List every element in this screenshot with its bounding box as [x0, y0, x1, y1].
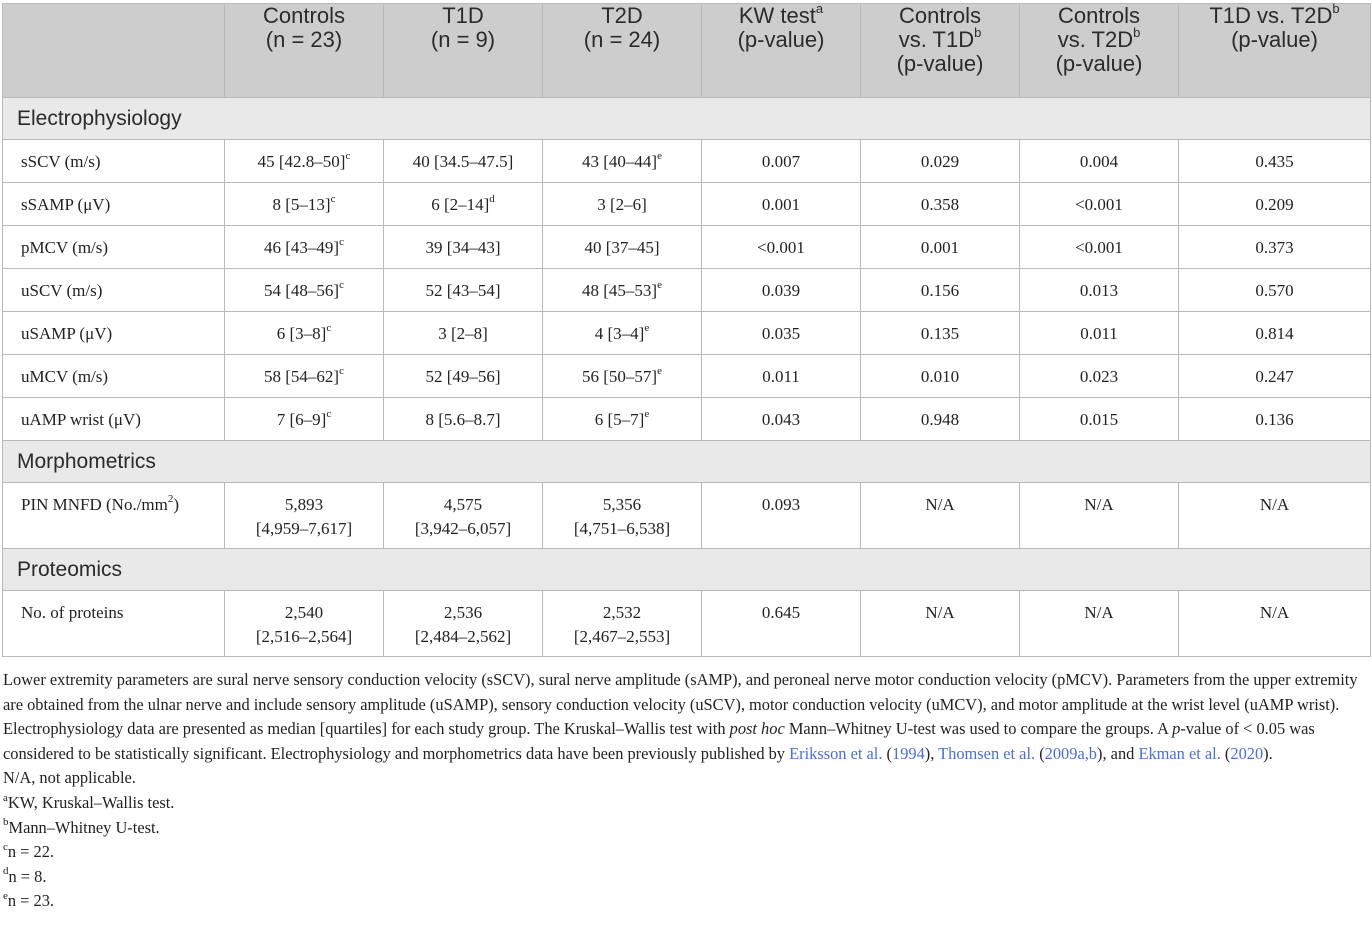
- cell-value: 4 $[3-4]^e$: [594, 322, 650, 343]
- table-cell: [543, 483, 702, 549]
- cell-value: 5,893: [284, 495, 324, 514]
- column-header-line: [543, 28, 701, 52]
- row-label-text: No. of proteins: [21, 603, 124, 622]
- footnote-a: $^a$KW, Kruskal–Wallis test.: [3, 791, 175, 812]
- cell-value: 0.001: [920, 238, 960, 257]
- cell-value: 8 $[5-13]^c$: [272, 193, 336, 214]
- table-cell: [543, 591, 702, 657]
- table-cell: [543, 226, 702, 269]
- cell-value: 48 $[45-53]^e$: [582, 279, 662, 300]
- cell-value: 7 $[6-9]^c$: [276, 408, 332, 429]
- cell-value: 0.011: [1080, 324, 1118, 343]
- section-title: Electrophysiology: [3, 98, 1371, 140]
- cell-value: 3 [2–8]: [438, 324, 488, 343]
- footnote-marker: c: [326, 408, 332, 421]
- table-cell: [225, 269, 384, 312]
- cell-value: 54 $[48-56]^c$: [264, 279, 344, 300]
- column-header-text: (p-value): [1055, 51, 1143, 76]
- table-row: [3, 226, 1371, 269]
- reference-link-ekman[interactable]: Ekman et al.: [1138, 743, 1221, 763]
- table-cell: [702, 591, 861, 657]
- table-cell: [1020, 269, 1179, 312]
- cell-value: 0.039: [761, 281, 801, 300]
- table-cell: [1179, 269, 1371, 312]
- table-cell: [384, 483, 543, 549]
- reference-year-link-1994[interactable]: 1994: [892, 743, 925, 763]
- column-header-line: [702, 28, 860, 52]
- footnote-marker: e: [657, 150, 662, 163]
- column-header-1: [225, 4, 384, 98]
- cell-value: 0.093: [761, 495, 801, 514]
- table-cell: [1020, 312, 1179, 355]
- column-header-text: (n = 9): [430, 27, 496, 52]
- table-cell: [384, 355, 543, 398]
- footnote-marker: c: [330, 193, 336, 206]
- table-cell: [1020, 355, 1179, 398]
- column-header-text: (n = 23): [265, 27, 343, 52]
- row-label: [3, 355, 225, 398]
- section-title: Proteomics: [3, 549, 1371, 591]
- section-row: [3, 98, 1371, 140]
- table-cell: [225, 312, 384, 355]
- column-header-7: [1179, 0, 1371, 98]
- table-cell: [543, 269, 702, 312]
- table-cell: [861, 355, 1020, 398]
- cell-value: 0.035: [761, 324, 801, 343]
- column-header-5: [861, 4, 1020, 98]
- table-cell: [384, 312, 543, 355]
- row-label-text: sSAMP (μV): [21, 195, 111, 214]
- table-cell: [1020, 398, 1179, 441]
- cell-value: 0.373: [1255, 238, 1294, 257]
- cell-value: N/A: [1084, 495, 1114, 514]
- table-cell: [702, 226, 861, 269]
- cell-value: 6 $[2-14]^d$: [431, 193, 495, 214]
- cell-value: [4,959–7,617]: [255, 519, 353, 538]
- row-label: [3, 312, 225, 355]
- table-footnotes: [3, 668, 1367, 914]
- cell-value: 2,532: [602, 603, 642, 622]
- cell-value: 52 [49–56]: [425, 367, 501, 386]
- footnote-marker: c: [345, 150, 351, 163]
- table-cell: [543, 312, 702, 355]
- table-cell: [384, 398, 543, 441]
- table-row: [3, 312, 1371, 355]
- cell-value: 6 $[5-7]^e$: [594, 408, 650, 429]
- column-header-text: T1D: [442, 3, 484, 28]
- table-cell: [1179, 226, 1371, 269]
- cell-value: 39 [34–43]: [425, 238, 501, 257]
- column-header-text: (p-value): [1231, 27, 1318, 52]
- row-label: [3, 398, 225, 441]
- column-header-6: [1020, 4, 1179, 98]
- footnote-marker: c: [339, 365, 344, 378]
- cell-value: 0.135: [920, 324, 960, 343]
- table-cell: [543, 398, 702, 441]
- footnote-marker: c: [339, 236, 344, 249]
- row-label: [3, 140, 225, 183]
- column-header-text: KW test: [738, 3, 816, 28]
- cell-value: 0.011: [762, 367, 800, 386]
- table-cell: [702, 398, 861, 441]
- section-row: [3, 441, 1371, 483]
- row-label-end: ): [173, 495, 180, 514]
- cell-value: <0.001: [1075, 195, 1123, 214]
- reference-year-link-2009[interactable]: 2009a,b: [1044, 743, 1098, 763]
- row-label-text: uSCV (m/s): [21, 281, 103, 300]
- footnote-marker: e: [644, 322, 650, 335]
- table-cell: [1179, 183, 1371, 226]
- footnote-na: N/A, not applicable.: [3, 768, 136, 788]
- table-cell: [1179, 398, 1371, 441]
- column-header-text: (p-value): [737, 27, 825, 52]
- table-cell: [702, 355, 861, 398]
- column-header-line: [702, 0, 860, 28]
- table-cell: [384, 269, 543, 312]
- cell-value: 40 [34.5–47.5]: [412, 152, 514, 171]
- cell-value: 45 $[42.8-50]^c$: [257, 150, 351, 171]
- row-label: [3, 483, 225, 549]
- table-cell: [1179, 483, 1371, 549]
- row-label-text: uSAMP (μV): [21, 324, 113, 343]
- row-label: [3, 269, 225, 312]
- table-cell: [861, 483, 1020, 549]
- cell-value: 2,540: [284, 603, 324, 622]
- table-cell: [384, 140, 543, 183]
- footnote-marker: d: [489, 193, 495, 206]
- table-cell: [543, 355, 702, 398]
- cell-value: 40 [37–45]: [584, 238, 660, 257]
- column-header-0: [3, 4, 225, 98]
- table-cell: [861, 140, 1020, 183]
- cell-value: [2,484–2,562]: [414, 627, 512, 646]
- row-label: [3, 183, 225, 226]
- table-cell: [1020, 591, 1179, 657]
- table-cell: [543, 183, 702, 226]
- table-cell: [702, 140, 861, 183]
- cell-value: N/A: [925, 603, 955, 622]
- footnote-b: $^b$Mann–Whitney U-test.: [3, 816, 160, 837]
- table-cell: [702, 312, 861, 355]
- row-label-text: sSCV (m/s): [21, 152, 101, 171]
- table-row: [3, 591, 1371, 657]
- cell-value: 0.435: [1255, 152, 1294, 171]
- footnote-marker: c: [339, 279, 344, 292]
- cell-value: 0.645: [761, 603, 801, 622]
- table-cell: [1179, 355, 1371, 398]
- cell-value: 5,356: [602, 495, 642, 514]
- row-label-text: uMCV (m/s): [21, 367, 109, 386]
- table-cell: [1179, 140, 1371, 183]
- column-header-text: Controls: [899, 3, 981, 28]
- table-cell: [861, 269, 1020, 312]
- table-cell: [225, 226, 384, 269]
- cell-value: 4,575: [443, 495, 483, 514]
- table-cell: [384, 183, 543, 226]
- table-row: [3, 269, 1371, 312]
- table-header: [3, 0, 1371, 98]
- footnote-marker: b: [1133, 24, 1141, 40]
- table-cell: [384, 591, 543, 657]
- cell-value: 0.570: [1255, 281, 1294, 300]
- column-header-line: [1020, 24, 1178, 52]
- cell-value: 56 $[50-57]^e$: [582, 365, 662, 386]
- table-cell: [225, 483, 384, 549]
- table-cell: [1020, 226, 1179, 269]
- table-cell: [861, 591, 1020, 657]
- table-cell: [225, 398, 384, 441]
- row-label-text: pMCV (m/s): [21, 238, 109, 257]
- column-header-line: [225, 4, 383, 28]
- superscript: 2: [167, 493, 174, 506]
- cell-value: N/A: [925, 495, 955, 514]
- column-header-2: [384, 4, 543, 98]
- footnote-marker: e: [657, 279, 662, 292]
- results-table: [2, 0, 1371, 657]
- cell-value: 0.136: [1255, 410, 1294, 429]
- table-cell: [861, 312, 1020, 355]
- column-header-line: [1179, 0, 1370, 28]
- table-cell: [225, 140, 384, 183]
- cell-value: 2,536: [443, 603, 483, 622]
- table-cell: [1020, 483, 1179, 549]
- cell-value: 0.247: [1255, 367, 1294, 386]
- section-row: [3, 549, 1371, 591]
- footnote-e: $^e$n = 23.: [3, 889, 55, 911]
- table-cell: [543, 140, 702, 183]
- cell-value: 3 [2–6]: [597, 195, 647, 214]
- table-cell: [861, 183, 1020, 226]
- column-header-line: [861, 4, 1019, 28]
- table-cell: [225, 591, 384, 657]
- cell-value: 0.015: [1079, 410, 1119, 429]
- cell-value: 6 $[3-8]^c$: [276, 322, 332, 343]
- table-row: [3, 398, 1371, 441]
- table-row: [3, 140, 1371, 183]
- cell-value: 43 $[40-44]^e$: [582, 150, 662, 171]
- table-cell: [1179, 312, 1371, 355]
- column-header-text: vs. T2D: [1057, 27, 1134, 52]
- cell-value: [3,942–6,057]: [414, 519, 512, 538]
- footnote-marker: b: [1332, 0, 1340, 16]
- cell-value: 0.001: [761, 195, 801, 214]
- cell-value: 0.010: [920, 367, 960, 386]
- table-cell: [1020, 183, 1179, 226]
- column-header-line: [225, 28, 383, 52]
- table-row: [3, 483, 1371, 549]
- column-header-3: [543, 4, 702, 98]
- cell-value: 0.007: [761, 152, 801, 171]
- cell-value: <0.001: [757, 238, 805, 257]
- table-cell: [861, 398, 1020, 441]
- cell-value: 8 [5.6–8.7]: [425, 410, 501, 429]
- table-body: [3, 98, 1371, 657]
- reference-link-thomsen[interactable]: Thomsen et al.: [938, 743, 1036, 763]
- column-header-line: [384, 28, 542, 52]
- row-label-text: uAMP wrist (μV): [21, 410, 141, 429]
- column-header-text: T1D vs. T2D: [1209, 3, 1333, 28]
- cell-value: 58 $[54-62]^c$: [264, 365, 344, 386]
- column-header-line: [384, 4, 542, 28]
- table-row: [3, 355, 1371, 398]
- column-header-line: [861, 24, 1019, 52]
- column-header-4: [702, 0, 861, 98]
- cell-value: 0.814: [1255, 324, 1294, 343]
- row-label: [3, 591, 225, 657]
- cell-value: [4,751–6,538]: [573, 519, 671, 538]
- column-header-line: [1020, 4, 1178, 28]
- footnote-marker: e: [657, 365, 662, 378]
- cell-value: 0.358: [920, 195, 960, 214]
- cell-value: N/A: [1084, 603, 1114, 622]
- row-label-text: PIN MNFD (No./mm: [21, 495, 168, 514]
- column-header-line: [1179, 28, 1370, 52]
- column-header-text: Controls: [263, 3, 345, 28]
- column-header-line: [543, 4, 701, 28]
- cell-value: 0.948: [920, 410, 960, 429]
- table-row: [3, 183, 1371, 226]
- footnote-marker: a: [815, 0, 824, 16]
- column-header-text: vs. T1D: [898, 27, 975, 52]
- reference-year-link-2020[interactable]: 2020: [1230, 743, 1264, 763]
- cell-value: N/A: [1259, 495, 1290, 514]
- table-cell: [702, 183, 861, 226]
- reference-link-eriksson[interactable]: Eriksson et al.: [789, 743, 883, 763]
- footnote-marker: e: [644, 408, 650, 421]
- table-cell: [225, 183, 384, 226]
- section-title: Morphometrics: [3, 441, 1371, 483]
- footnote-d: $^d$n = 8.: [3, 865, 47, 886]
- table-cell: [1020, 140, 1179, 183]
- cell-value: 0.004: [1079, 152, 1119, 171]
- row-label: [3, 226, 225, 269]
- footnote-c: $^c$n = 22.: [3, 840, 55, 862]
- cell-value: <0.001: [1075, 238, 1123, 257]
- table-cell: [861, 226, 1020, 269]
- cell-value: 0.029: [920, 152, 960, 171]
- cell-value: [2,516–2,564]: [255, 627, 353, 646]
- table-cell: [1179, 591, 1371, 657]
- footnote-marker: c: [326, 322, 332, 335]
- column-header-text: Controls: [1058, 3, 1140, 28]
- table-cell: [702, 269, 861, 312]
- table-cell: [702, 483, 861, 549]
- column-header-text: (p-value): [896, 51, 984, 76]
- cell-value: 46 $[43-49]^c$: [264, 236, 344, 257]
- column-header-line: [861, 52, 1019, 76]
- table-cell: [225, 355, 384, 398]
- cell-value: 0.023: [1079, 367, 1119, 386]
- cell-value: 0.013: [1079, 281, 1119, 300]
- column-header-text: T2D: [601, 3, 643, 28]
- cell-value: 0.209: [1255, 195, 1294, 214]
- table-cell: [384, 226, 543, 269]
- cell-value: 0.156: [920, 281, 960, 300]
- cell-value: 52 [43–54]: [425, 281, 501, 300]
- cell-value: N/A: [1259, 603, 1290, 622]
- column-header-text: (n = 24): [583, 27, 661, 52]
- cell-value: [2,467–2,553]: [573, 627, 671, 646]
- column-header-line: [1020, 52, 1178, 76]
- footnote-main: Lower extremity parameters are sural nerve sensory conduction velocity (sSCV), sural nerve amplitude (sAMP), and peroneal nerve motor conduction velocity (pMCV). Parameters from the upper extremity are obtained from the ulnar nerve and include sensory amplitude (uSAMP), sensory conduction velocity (uSCV), motor conduction velocity (uMCV), and motor amplitude at the wrist level (uAMP wrist). Electrophysiology data are presented as median [quartiles] for each study group. The Kruskal–Wallis test with post hoc Mann–Whitney U-test was used to compare the groups. A p-value of < 0.05 was considered to be statistically significant. Electrophysiology and morphometrics data have been previously published by Eriksson et al. (1994), Thomsen et al. (2009a,b), and Ekman et al. (2020).: [3, 670, 1358, 763]
- footnote-marker: b: [974, 24, 982, 40]
- cell-value: 0.043: [761, 410, 801, 429]
